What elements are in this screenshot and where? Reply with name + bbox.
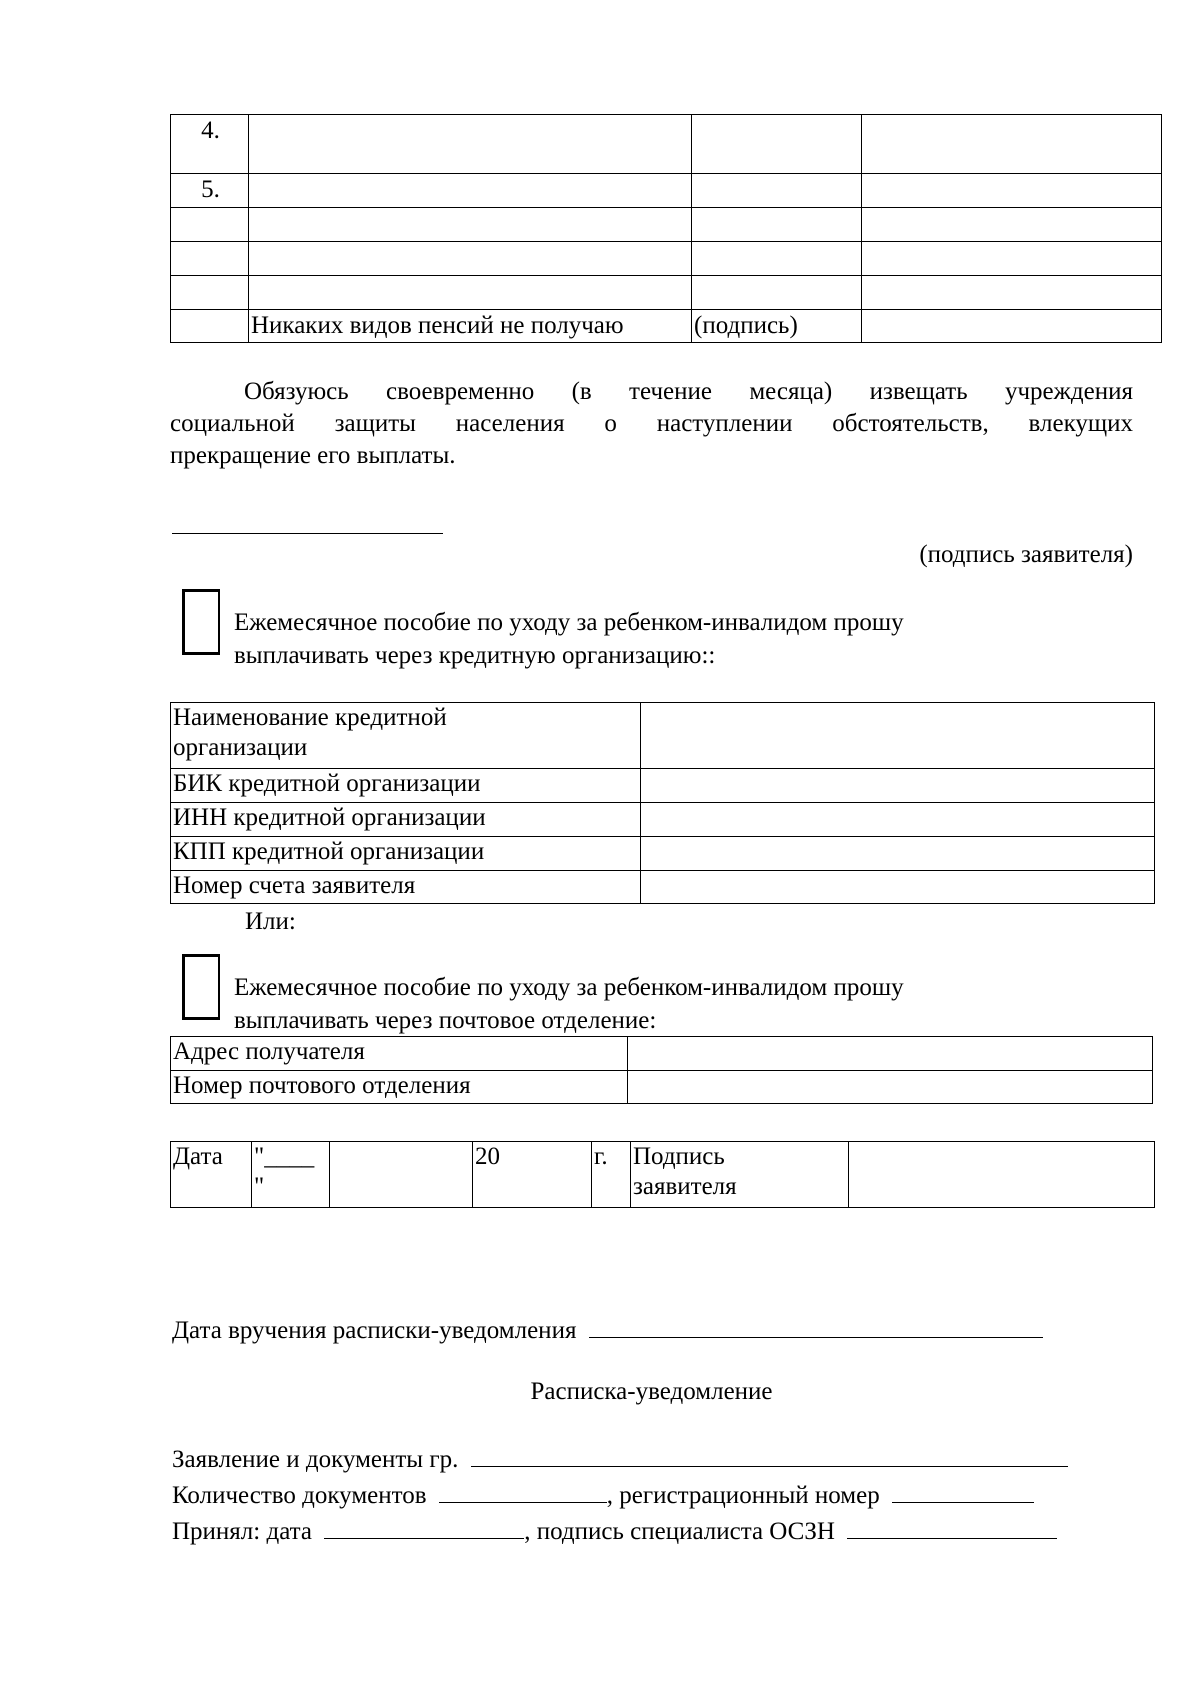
post-option-text bbox=[234, 971, 904, 1037]
bank-field-label: КПП кредитной организации bbox=[171, 837, 641, 871]
table-row bbox=[171, 871, 1155, 904]
day-quote-open: "____ bbox=[254, 1143, 315, 1170]
post-details-table bbox=[170, 1036, 1153, 1104]
table-row bbox=[171, 174, 1162, 208]
receipt-delivery-label: Дата вручения расписки-уведомления bbox=[172, 1317, 577, 1344]
bik-input[interactable] bbox=[641, 769, 1155, 803]
recipient-address-input[interactable] bbox=[628, 1037, 1153, 1071]
row-number: 4. bbox=[171, 115, 249, 174]
receipt-body bbox=[172, 1440, 1068, 1548]
pension-cell[interactable] bbox=[862, 242, 1162, 276]
accepted-date-field[interactable] bbox=[324, 1512, 524, 1539]
obligation-line: прекращение его выплаты. bbox=[170, 442, 456, 469]
year-prefix: 20 bbox=[473, 1142, 592, 1208]
day-field[interactable] bbox=[252, 1142, 330, 1208]
bank-field-label: Номер счета заявителя bbox=[171, 871, 641, 904]
post-field-label: Номер почтового отделения bbox=[171, 1071, 628, 1104]
pension-cell[interactable] bbox=[692, 208, 862, 242]
bank-details-table bbox=[170, 702, 1155, 904]
signature-hint: (подпись) bbox=[692, 310, 862, 343]
applicant-signature-label: (подпись заявителя) bbox=[919, 541, 1133, 568]
receipt-delivery-row bbox=[172, 1311, 1043, 1347]
pension-cell[interactable] bbox=[862, 208, 1162, 242]
specialist-signature-label: , подпись специалиста ОСЗН bbox=[524, 1518, 835, 1545]
month-input[interactable] bbox=[330, 1142, 473, 1208]
bank-field-label-line: организации bbox=[173, 734, 308, 761]
pension-table bbox=[170, 114, 1162, 343]
receipt-line bbox=[172, 1512, 1068, 1548]
signature-input[interactable] bbox=[849, 1142, 1155, 1208]
account-number-input[interactable] bbox=[641, 871, 1155, 904]
post-option-checkbox[interactable] bbox=[182, 954, 220, 1020]
applicant-label: Заявление и документы гр. bbox=[172, 1446, 459, 1473]
applicant-name-field[interactable] bbox=[471, 1440, 1068, 1467]
pension-cell[interactable] bbox=[862, 310, 1162, 343]
receipt-title: Расписка-уведомление bbox=[530, 1378, 773, 1405]
bank-option-checkbox[interactable] bbox=[182, 589, 220, 655]
table-row bbox=[171, 115, 1162, 174]
table-row bbox=[171, 703, 1155, 769]
date-label: Дата bbox=[171, 1142, 252, 1208]
row-number: 5. bbox=[171, 174, 249, 208]
signature-label bbox=[631, 1142, 849, 1208]
pension-cell[interactable] bbox=[692, 174, 862, 208]
receipt-delivery-date-field[interactable] bbox=[589, 1311, 1043, 1338]
obligation-line: социальной защиты населения о наступлении обстоятельств, влекущих bbox=[170, 410, 1133, 437]
post-option-line: Ежемесячное пособие по уходу за ребенком-инвалидом прошу bbox=[234, 974, 904, 1001]
year-suffix: г. bbox=[592, 1142, 631, 1208]
bank-field-label-line: Наименование кредитной bbox=[173, 704, 447, 731]
kpp-input[interactable] bbox=[641, 837, 1155, 871]
row-number bbox=[171, 208, 249, 242]
pension-type-cell[interactable] bbox=[249, 115, 692, 174]
table-row bbox=[171, 1037, 1153, 1071]
day-quote-close: " bbox=[254, 1173, 265, 1200]
pension-type-cell[interactable] bbox=[249, 174, 692, 208]
table-row bbox=[171, 310, 1162, 343]
registration-number-label: , регистрационный номер bbox=[606, 1482, 880, 1509]
bank-field-label bbox=[171, 703, 641, 769]
bank-field-label: БИК кредитной организации bbox=[171, 769, 641, 803]
pension-type-cell[interactable] bbox=[249, 208, 692, 242]
pension-cell[interactable] bbox=[692, 242, 862, 276]
pension-cell[interactable] bbox=[692, 115, 862, 174]
no-pension-label: Никаких видов пенсий не получаю bbox=[249, 310, 692, 343]
obligation-line: Обязуюсь своевременно (в течение месяца) извещать учреждения bbox=[244, 378, 1133, 405]
pension-type-cell[interactable] bbox=[249, 276, 692, 310]
receipt-line bbox=[172, 1440, 1068, 1476]
obligation-paragraph bbox=[170, 376, 1133, 472]
bank-option-line: Ежемесячное пособие по уходу за ребенком-инвалидом прошу bbox=[234, 609, 904, 636]
pension-cell[interactable] bbox=[692, 276, 862, 310]
bank-option-text bbox=[234, 606, 904, 672]
table-row bbox=[171, 803, 1155, 837]
signature-line[interactable] bbox=[172, 533, 443, 534]
post-field-label: Адрес получателя bbox=[171, 1037, 628, 1071]
post-office-number-input[interactable] bbox=[628, 1071, 1153, 1104]
table-row bbox=[171, 242, 1162, 276]
or-label: Или: bbox=[245, 908, 296, 935]
signature-label-line: Подпись bbox=[633, 1143, 725, 1170]
bank-field-label: ИНН кредитной организации bbox=[171, 803, 641, 837]
row-number bbox=[171, 242, 249, 276]
signature-label-line: заявителя bbox=[633, 1173, 737, 1200]
table-row bbox=[171, 837, 1155, 871]
documents-count-label: Количество документов bbox=[172, 1482, 427, 1509]
row-number bbox=[171, 310, 249, 343]
bank-option-line: выплачивать через кредитную организацию:: bbox=[234, 642, 716, 669]
table-row bbox=[171, 208, 1162, 242]
table-row bbox=[171, 1071, 1153, 1104]
post-option-line: выплачивать через почтовое отделение: bbox=[234, 1007, 657, 1034]
table-row bbox=[171, 1142, 1155, 1208]
accepted-date-label: Принял: дата bbox=[172, 1518, 312, 1545]
documents-count-field[interactable] bbox=[439, 1476, 607, 1503]
pension-type-cell[interactable] bbox=[249, 242, 692, 276]
receipt-line bbox=[172, 1476, 1068, 1512]
date-signature-table bbox=[170, 1141, 1155, 1208]
table-row bbox=[171, 276, 1162, 310]
bank-name-input[interactable] bbox=[641, 703, 1155, 769]
pension-cell[interactable] bbox=[862, 276, 1162, 310]
inn-input[interactable] bbox=[641, 803, 1155, 837]
pension-cell[interactable] bbox=[862, 115, 1162, 174]
pension-cell[interactable] bbox=[862, 174, 1162, 208]
row-number bbox=[171, 276, 249, 310]
specialist-signature-field[interactable] bbox=[847, 1512, 1057, 1539]
registration-number-field[interactable] bbox=[892, 1476, 1034, 1503]
table-row bbox=[171, 769, 1155, 803]
